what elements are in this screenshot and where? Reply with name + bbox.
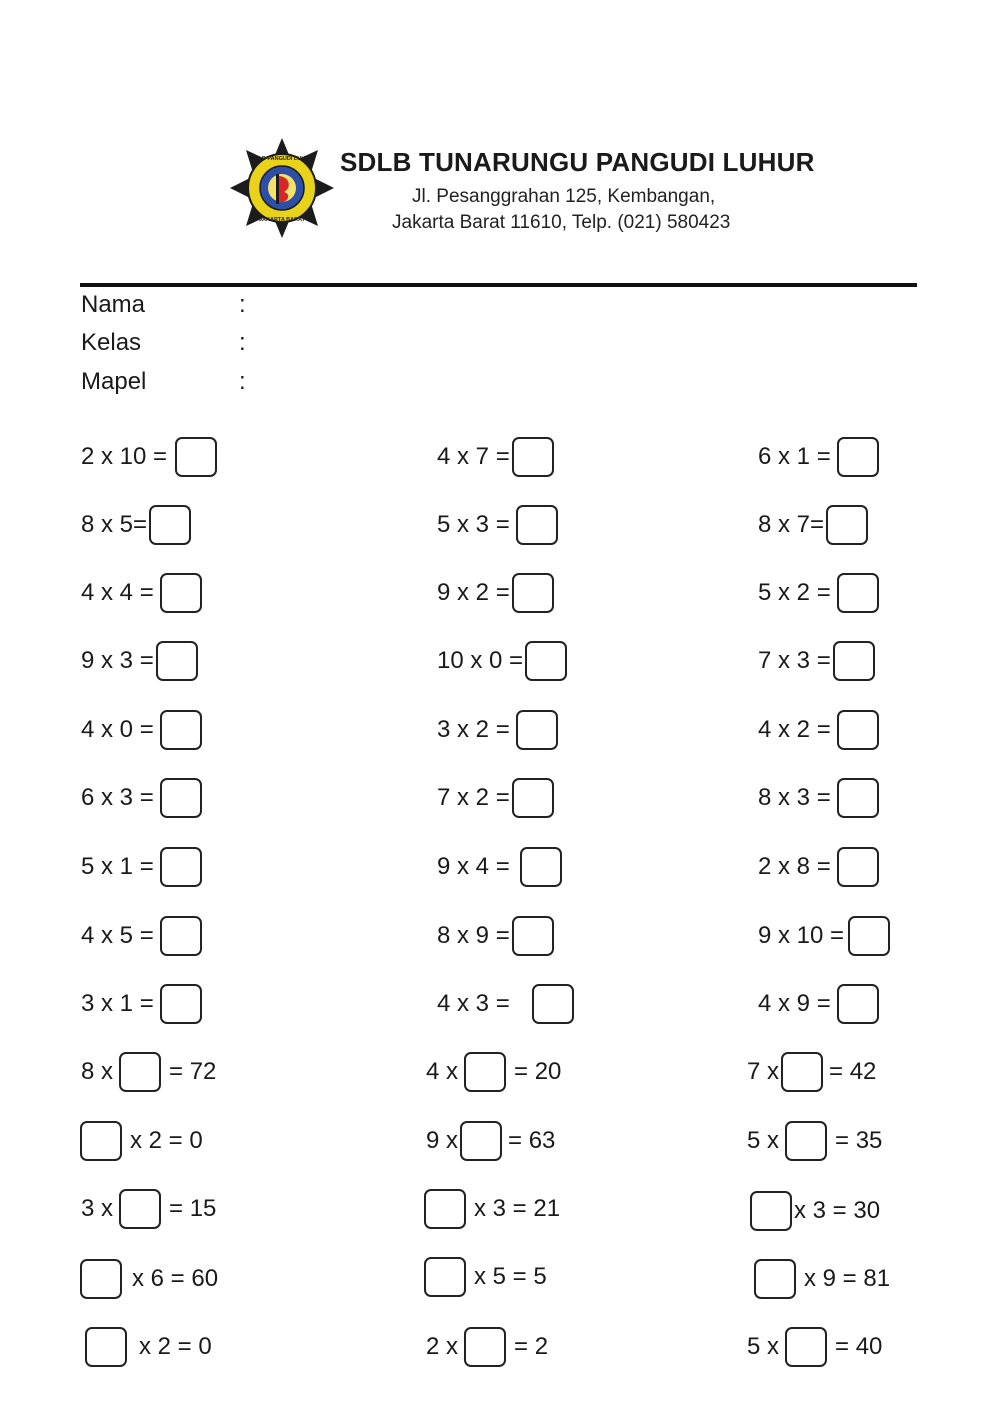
answer-box[interactable] bbox=[848, 916, 890, 956]
problem-before: 6 x 3 = bbox=[81, 784, 154, 811]
problem-before: 7 x 3 = bbox=[758, 647, 831, 674]
problem-8 bbox=[437, 570, 554, 616]
problem-24 bbox=[758, 913, 890, 959]
problem-before: 7 x bbox=[747, 1058, 780, 1085]
problem-41 bbox=[426, 1324, 548, 1370]
problem-12 bbox=[758, 638, 875, 684]
answer-box[interactable] bbox=[512, 778, 554, 818]
problem-after: x 6 = 60 bbox=[132, 1265, 219, 1292]
answer-box[interactable] bbox=[785, 1327, 827, 1367]
problem-before: 4 x 9 = bbox=[758, 990, 831, 1017]
problem-after: x 2 = 0 bbox=[130, 1127, 203, 1154]
problem-7 bbox=[81, 570, 202, 616]
problem-after: x 3 = 30 bbox=[794, 1197, 881, 1224]
problem-after: = 2 bbox=[514, 1333, 549, 1360]
problem-11 bbox=[437, 638, 567, 684]
info-colon: : bbox=[239, 291, 246, 318]
problem-17 bbox=[437, 775, 554, 821]
problem-22 bbox=[81, 913, 202, 959]
problem-before: 6 x 1 = bbox=[758, 443, 831, 470]
info-row-mapel bbox=[81, 368, 246, 396]
problem-before: 9 x 2 = bbox=[437, 579, 510, 606]
school-name: SDLB TUNARUNGU PANGUDI LUHUR bbox=[340, 147, 815, 177]
answer-box[interactable] bbox=[512, 916, 554, 956]
problem-before: 5 x 1 = bbox=[81, 853, 154, 880]
problem-4 bbox=[81, 502, 191, 548]
answer-box[interactable] bbox=[833, 641, 875, 681]
info-row-kelas bbox=[81, 329, 246, 357]
problem-before: 9 x 4 = bbox=[437, 853, 510, 880]
answer-box[interactable] bbox=[160, 984, 202, 1024]
answer-box[interactable] bbox=[826, 505, 868, 545]
answer-box[interactable] bbox=[160, 778, 202, 818]
logo-text-bottom: JAKARTA BARAT bbox=[258, 217, 306, 223]
answer-box[interactable] bbox=[460, 1121, 502, 1161]
problem-after: x 3 = 21 bbox=[474, 1195, 561, 1222]
answer-box[interactable] bbox=[837, 984, 879, 1024]
problem-23 bbox=[437, 913, 554, 959]
info-row-nama bbox=[81, 291, 246, 319]
problem-after: = 15 bbox=[169, 1195, 217, 1222]
problem-before: 4 x 2 = bbox=[758, 716, 831, 743]
info-colon: : bbox=[239, 368, 246, 395]
problem-15 bbox=[758, 707, 879, 753]
info-label: Nama bbox=[81, 291, 146, 318]
problem-before: 9 x bbox=[426, 1127, 459, 1154]
problem-14 bbox=[437, 707, 558, 753]
problem-before: 7 x 2 = bbox=[437, 784, 510, 811]
answer-box[interactable] bbox=[149, 505, 191, 545]
problem-after: x 5 = 5 bbox=[474, 1263, 547, 1290]
problem-before: 2 x 10 = bbox=[81, 443, 168, 470]
answer-box[interactable] bbox=[525, 641, 567, 681]
problem-2 bbox=[437, 434, 554, 480]
answer-box[interactable] bbox=[160, 847, 202, 887]
problem-26 bbox=[437, 981, 574, 1027]
answer-box[interactable] bbox=[119, 1052, 161, 1092]
problem-10 bbox=[81, 638, 198, 684]
answer-box[interactable] bbox=[80, 1259, 122, 1299]
school-logo-icon bbox=[228, 136, 336, 240]
problem-16 bbox=[81, 775, 202, 821]
answer-box[interactable] bbox=[532, 984, 574, 1024]
problem-before: 3 x bbox=[81, 1195, 114, 1222]
problem-before: 9 x 10 = bbox=[758, 922, 845, 949]
problem-after: = 72 bbox=[169, 1058, 217, 1085]
problem-36 bbox=[750, 1188, 880, 1234]
answer-box[interactable] bbox=[424, 1189, 466, 1229]
problem-before: 8 x 7= bbox=[758, 511, 825, 538]
problem-6 bbox=[758, 502, 868, 548]
problem-29 bbox=[426, 1049, 561, 1095]
answer-box[interactable] bbox=[520, 847, 562, 887]
problem-before: 4 x bbox=[426, 1058, 459, 1085]
problem-before: 3 x 1 = bbox=[81, 990, 154, 1017]
answer-box[interactable] bbox=[837, 778, 879, 818]
problem-34 bbox=[81, 1186, 216, 1232]
answer-box[interactable] bbox=[160, 710, 202, 750]
problem-before: 5 x bbox=[747, 1127, 780, 1154]
problem-after: = 63 bbox=[508, 1127, 556, 1154]
problem-35 bbox=[424, 1186, 560, 1232]
answer-box[interactable] bbox=[80, 1121, 122, 1161]
answer-box[interactable] bbox=[156, 641, 198, 681]
answer-box[interactable] bbox=[781, 1052, 823, 1092]
problem-42 bbox=[747, 1324, 882, 1370]
problem-before: 9 x 3 = bbox=[81, 647, 154, 674]
problem-before: 4 x 4 = bbox=[81, 579, 154, 606]
problem-5 bbox=[437, 502, 558, 548]
answer-box[interactable] bbox=[512, 573, 554, 613]
answer-box[interactable] bbox=[516, 710, 558, 750]
answer-box[interactable] bbox=[464, 1327, 506, 1367]
problem-after: x 9 = 81 bbox=[804, 1265, 891, 1292]
info-colon: : bbox=[239, 329, 246, 356]
problem-38 bbox=[424, 1254, 547, 1300]
header-divider bbox=[80, 283, 917, 287]
problem-30 bbox=[747, 1049, 876, 1095]
answer-box[interactable] bbox=[85, 1327, 127, 1367]
info-label: Kelas bbox=[81, 329, 142, 356]
problem-21 bbox=[758, 844, 879, 890]
answer-box[interactable] bbox=[119, 1189, 161, 1229]
problem-1 bbox=[81, 434, 217, 480]
answer-box[interactable] bbox=[785, 1121, 827, 1161]
problem-after: = 42 bbox=[829, 1058, 877, 1085]
problem-before: 8 x bbox=[81, 1058, 114, 1085]
problem-20 bbox=[437, 844, 562, 890]
problem-25 bbox=[81, 981, 202, 1027]
problem-before: 5 x 2 = bbox=[758, 579, 831, 606]
problem-before: 5 x bbox=[747, 1333, 780, 1360]
answer-box[interactable] bbox=[160, 916, 202, 956]
problem-before: 5 x 3 = bbox=[437, 511, 510, 538]
answer-box[interactable] bbox=[175, 437, 217, 477]
answer-box[interactable] bbox=[160, 573, 202, 613]
answer-box[interactable] bbox=[516, 505, 558, 545]
problem-40 bbox=[85, 1324, 212, 1370]
problem-39 bbox=[754, 1256, 890, 1302]
answer-box[interactable] bbox=[754, 1259, 796, 1299]
problem-before: 4 x 0 = bbox=[81, 716, 154, 743]
problem-after: = 20 bbox=[514, 1058, 562, 1085]
answer-box[interactable] bbox=[837, 847, 879, 887]
problem-13 bbox=[81, 707, 202, 753]
answer-box[interactable] bbox=[424, 1257, 466, 1297]
problem-27 bbox=[758, 981, 879, 1027]
answer-box[interactable] bbox=[512, 437, 554, 477]
problem-31 bbox=[80, 1118, 203, 1164]
answer-box[interactable] bbox=[837, 710, 879, 750]
answer-box[interactable] bbox=[837, 573, 879, 613]
problem-before: 4 x 7 = bbox=[437, 443, 510, 470]
address-line-2: Jakarta Barat 11610, Telp. (021) 580423 bbox=[392, 212, 731, 233]
problem-before: 3 x 2 = bbox=[437, 716, 510, 743]
problem-32 bbox=[426, 1118, 555, 1164]
problem-33 bbox=[747, 1118, 882, 1164]
problem-37 bbox=[80, 1256, 218, 1302]
problem-before: 8 x 5= bbox=[81, 511, 148, 538]
problem-before: 2 x bbox=[426, 1333, 459, 1360]
problem-after: = 35 bbox=[835, 1127, 883, 1154]
problem-before: 8 x 9 = bbox=[437, 922, 510, 949]
answer-box[interactable] bbox=[837, 437, 879, 477]
problem-after: = 40 bbox=[835, 1333, 883, 1360]
letterhead bbox=[0, 0, 1000, 290]
problem-18 bbox=[758, 775, 879, 821]
problem-3 bbox=[758, 434, 879, 480]
address-line-1: Jl. Pesanggrahan 125, Kembangan, bbox=[412, 186, 716, 207]
problem-before: 10 x 0 = bbox=[437, 647, 524, 674]
problem-28 bbox=[81, 1049, 216, 1095]
problem-9 bbox=[758, 570, 879, 616]
problem-before: 8 x 3 = bbox=[758, 784, 831, 811]
problem-before: 4 x 5 = bbox=[81, 922, 154, 949]
info-label: Mapel bbox=[81, 368, 147, 395]
problem-before: 2 x 8 = bbox=[758, 853, 831, 880]
answer-box[interactable] bbox=[750, 1191, 792, 1231]
answer-box[interactable] bbox=[464, 1052, 506, 1092]
problem-19 bbox=[81, 844, 202, 890]
problem-before: 4 x 3 = bbox=[437, 990, 510, 1017]
logo-text-top: SDLB PANGUDI LUHUR bbox=[250, 156, 314, 162]
problem-after: x 2 = 0 bbox=[139, 1333, 212, 1360]
